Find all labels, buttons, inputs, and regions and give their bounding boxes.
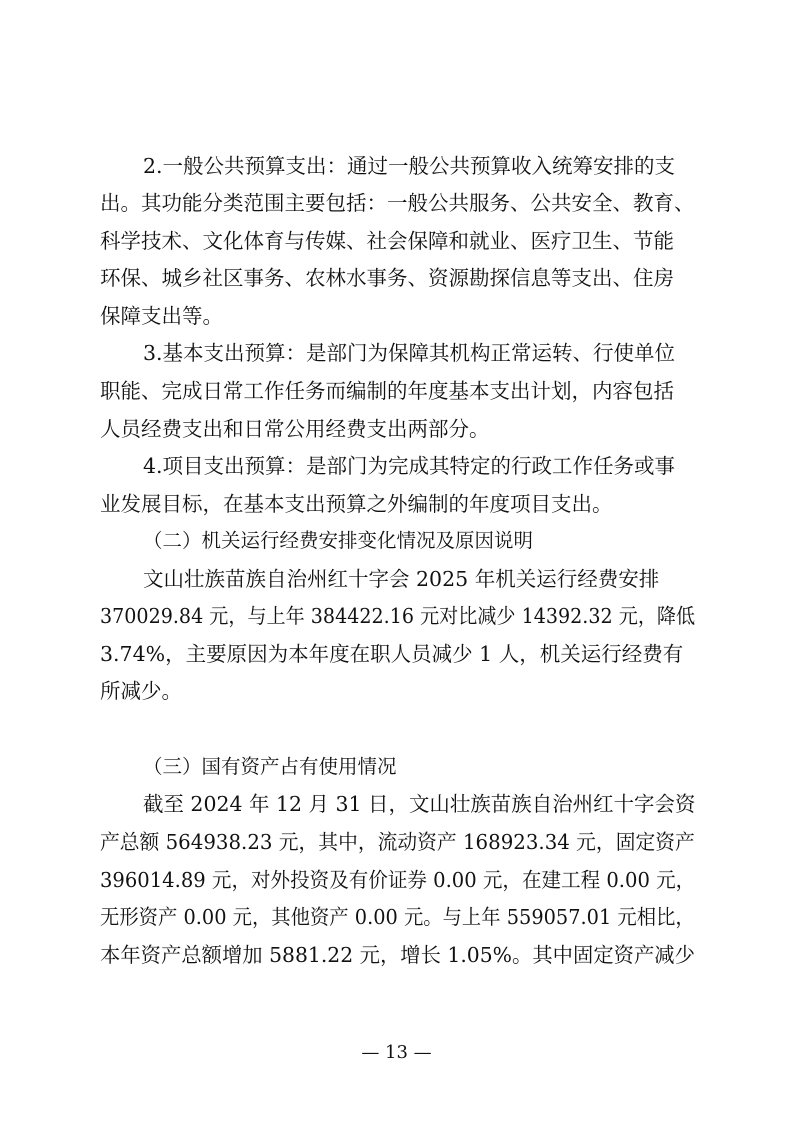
paragraph-line: 产总额 564938.23 元，其中，流动资产 168923.34 元，固定资产 xyxy=(100,830,695,854)
paragraph-line: 3.基本支出预算：是部门为保障其机构正常运转、行使单位 xyxy=(143,341,676,365)
paragraph-line: 无形资产 0.00 元，其他资产 0.00 元。与上年 559057.01 元相比， xyxy=(100,905,695,929)
paragraph-line: 文山壮族苗族自治州红十字会 2025 年机关运行经费安排 xyxy=(143,567,660,591)
section-heading: （三）国有资产占有使用情况 xyxy=(143,755,397,778)
paragraph-line: 出。其功能分类范围主要包括：一般公共服务、公共安全、教育、 xyxy=(100,191,695,215)
paragraph-line: 396014.89 元，对外投资及有价证券 0.00 元，在建工程 0.00 元， xyxy=(100,868,696,892)
paragraph-line: 3.74%，主要原因为本年度在职人员减少 1 人，机关运行经费有 xyxy=(100,642,684,666)
paragraph-line: 环保、城乡社区事务、农林水事务、资源勘探信息等支出、住房 xyxy=(100,266,674,290)
paragraph-line: 科学技术、文化体育与传媒、社会保障和就业、医疗卫生、节能 xyxy=(100,229,674,253)
paragraph-line: 业发展目标，在基本支出预算之外编制的年度项目支出。 xyxy=(100,492,613,516)
paragraph-line: 截至 2024 年 12 月 31 日，文山壮族苗族自治州红十字会资 xyxy=(143,792,696,816)
paragraph-line: 人员经费支出和日常公用经费支出两部分。 xyxy=(100,417,490,441)
paragraph-line: 职能、完成日常工作任务而编制的年度基本支出计划，内容包括 xyxy=(100,379,674,403)
paragraph-line: 370029.84 元，与上年 384422.16 元对比减少 14392.32 元，降低 xyxy=(100,604,696,628)
section-heading: （二）机关运行经费安排变化情况及原因说明 xyxy=(143,529,534,552)
paragraph-line: 本年资产总额增加 5881.22 元，增长 1.05%。其中固定资产减少 xyxy=(100,943,695,967)
page-number: — 13 — xyxy=(361,1042,432,1063)
paragraph-line: 4.项目支出预算：是部门为完成其特定的行政工作任务或事 xyxy=(143,454,676,478)
paragraph-line: 所减少。 xyxy=(100,679,182,703)
paragraph-line: 保障支出等。 xyxy=(100,304,223,328)
paragraph-line: 2.一般公共预算支出：通过一般公共预算收入统筹安排的支 xyxy=(143,154,676,178)
